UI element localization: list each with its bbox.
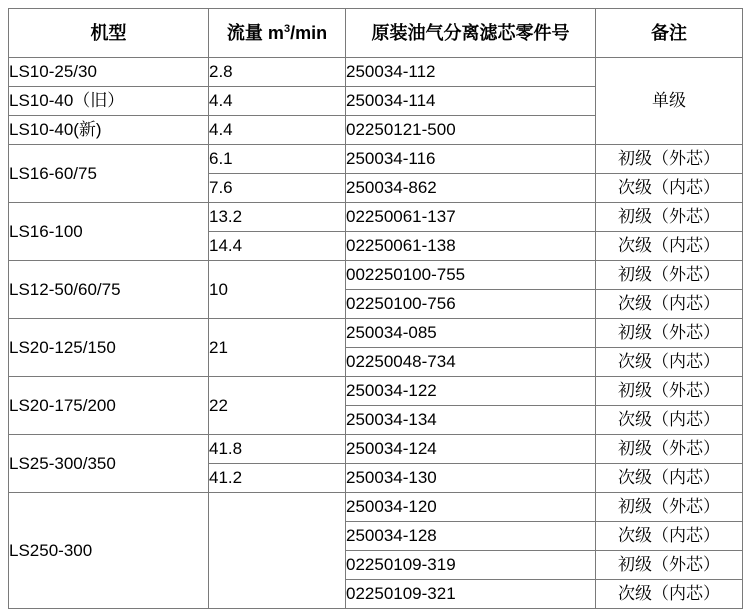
table-row: [9, 493, 743, 522]
cell-part-number: 02250061-138: [346, 232, 596, 261]
cell-note: 次级（内芯）: [596, 290, 743, 319]
column-header-flow: [209, 9, 346, 58]
cell-flow: 10: [209, 261, 346, 319]
cell-part-number: 02250100-756: [346, 290, 596, 319]
cell-model: LS10-40(新): [9, 116, 209, 145]
table-header-row: [9, 9, 743, 58]
cell-model: LS12-50/60/75: [9, 261, 209, 319]
table-row: [9, 435, 743, 464]
cell-note: 初级（外芯）: [596, 377, 743, 406]
cell-part-number: 250034-862: [346, 174, 596, 203]
cell-part-number: 250034-124: [346, 435, 596, 464]
cell-model: LS250-300: [9, 493, 209, 609]
cell-part-number: 250034-128: [346, 522, 596, 551]
table-row: [9, 377, 743, 406]
cell-part-number: 02250109-321: [346, 580, 596, 609]
cell-note: 初级（外芯）: [596, 319, 743, 348]
cell-note: 次级（内芯）: [596, 406, 743, 435]
cell-part-number: 250034-134: [346, 406, 596, 435]
cell-note: 次级（内芯）: [596, 464, 743, 493]
cell-flow: 14.4: [209, 232, 346, 261]
cell-note: 初级（外芯）: [596, 435, 743, 464]
table-row: [9, 145, 743, 174]
cell-part-number: 02250109-319: [346, 551, 596, 580]
column-header-flow-exponent: 3: [283, 22, 291, 35]
cell-note: 次级（内芯）: [596, 522, 743, 551]
cell-part-number: 250034-116: [346, 145, 596, 174]
cell-flow: 22: [209, 377, 346, 435]
cell-flow: 21: [209, 319, 346, 377]
cell-note: 初级（外芯）: [596, 551, 743, 580]
table-row: [9, 319, 743, 348]
cell-note: 初级（外芯）: [596, 261, 743, 290]
cell-flow: 2.8: [209, 58, 346, 87]
cell-model: LS10-25/30: [9, 58, 209, 87]
cell-part-number: 002250100-755: [346, 261, 596, 290]
table-body: [9, 58, 743, 609]
cell-note: 初级（外芯）: [596, 493, 743, 522]
cell-note: 次级（内芯）: [596, 580, 743, 609]
table-row: [9, 203, 743, 232]
cell-flow: 13.2: [209, 203, 346, 232]
cell-part-number: 250034-130: [346, 464, 596, 493]
column-header-model: 机型: [9, 9, 209, 58]
spec-table: [8, 8, 743, 609]
cell-note: 次级（内芯）: [596, 174, 743, 203]
cell-note: 次级（内芯）: [596, 232, 743, 261]
cell-flow: 6.1: [209, 145, 346, 174]
cell-part-number: 250034-122: [346, 377, 596, 406]
cell-flow: 41.8: [209, 435, 346, 464]
table-row: [9, 58, 743, 87]
cell-part-number: 250034-085: [346, 319, 596, 348]
cell-note: 初级（外芯）: [596, 145, 743, 174]
cell-flow: 4.4: [209, 87, 346, 116]
cell-model: LS10-40（旧）: [9, 87, 209, 116]
cell-flow: 41.2: [209, 464, 346, 493]
column-header-note: 备注: [596, 9, 743, 58]
table-row: [9, 261, 743, 290]
column-header-part-number: 原装油气分离滤芯零件号: [346, 9, 596, 58]
cell-model: LS25-300/350: [9, 435, 209, 493]
cell-flow: 7.6: [209, 174, 346, 203]
cell-flow: 4.4: [209, 116, 346, 145]
column-header-flow-suffix: /min: [290, 22, 328, 43]
cell-part-number: 250034-114: [346, 87, 596, 116]
cell-part-number: 02250061-137: [346, 203, 596, 232]
cell-note: 单级: [596, 58, 743, 145]
cell-flow: [209, 493, 346, 609]
cell-model: LS16-100: [9, 203, 209, 261]
cell-part-number: 02250121-500: [346, 116, 596, 145]
cell-note: 次级（内芯）: [596, 348, 743, 377]
cell-note: 初级（外芯）: [596, 203, 743, 232]
table-header: [9, 9, 743, 58]
cell-model: LS20-175/200: [9, 377, 209, 435]
cell-part-number: 02250048-734: [346, 348, 596, 377]
cell-part-number: 250034-120: [346, 493, 596, 522]
cell-model: LS20-125/150: [9, 319, 209, 377]
column-header-flow-prefix: 流量 m: [226, 22, 284, 43]
cell-model: LS16-60/75: [9, 145, 209, 203]
cell-part-number: 250034-112: [346, 58, 596, 87]
